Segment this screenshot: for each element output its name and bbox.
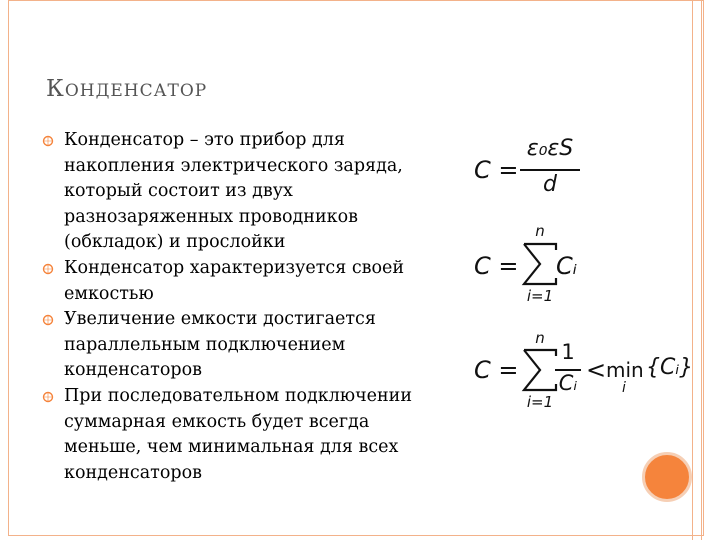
decorative-circle [642,452,692,502]
sum-term: Cᵢ [556,252,578,280]
sum-lower: i=1 [526,287,554,305]
formula-relation: < [586,356,607,384]
formula-lhs: C = [474,252,519,280]
right-decor-lines [692,0,702,540]
formula-lhs: C = [474,156,519,184]
slide-title: КОНДЕНСАТОР [46,76,208,102]
formula-numerator: ε₀εS [526,136,574,161]
bullet-list [40,128,430,486]
circle-bullet-icon [42,314,54,326]
sum-lower: i=1 [526,393,554,411]
formula-denominator: Cᵢ [558,371,578,395]
sum-upper: n [535,222,545,240]
circle-bullet-icon [42,263,54,275]
circle-bullet-icon [42,391,54,403]
formula-func: min [606,358,644,382]
circle-bullet-icon [42,135,54,147]
list-item: Увеличение емкости достигается параллельным подключением конденсаторов [40,307,430,384]
fraction-bar [520,169,580,171]
formula-func-subscript: i [622,380,626,396]
sum-upper: n [535,329,545,347]
sigma-icon [520,242,560,286]
formula-denominator: d [543,172,557,197]
formula-lhs: C = [474,356,519,384]
formula-numerator: 1 [561,340,575,364]
list-item: При последовательном подключении суммарная емкость будет всегда меньше, чем минимальная для всех конденсаторов [40,384,430,486]
list-item: Конденсатор характеризуется своей емкостью [40,256,430,307]
formula-arg: {Cᵢ} [646,355,694,380]
list-item: Конденсатор – это прибор для накопления электрического заряда, который состоит из двух разнозаряженных проводников (обкладок) и прослойки [40,128,430,256]
